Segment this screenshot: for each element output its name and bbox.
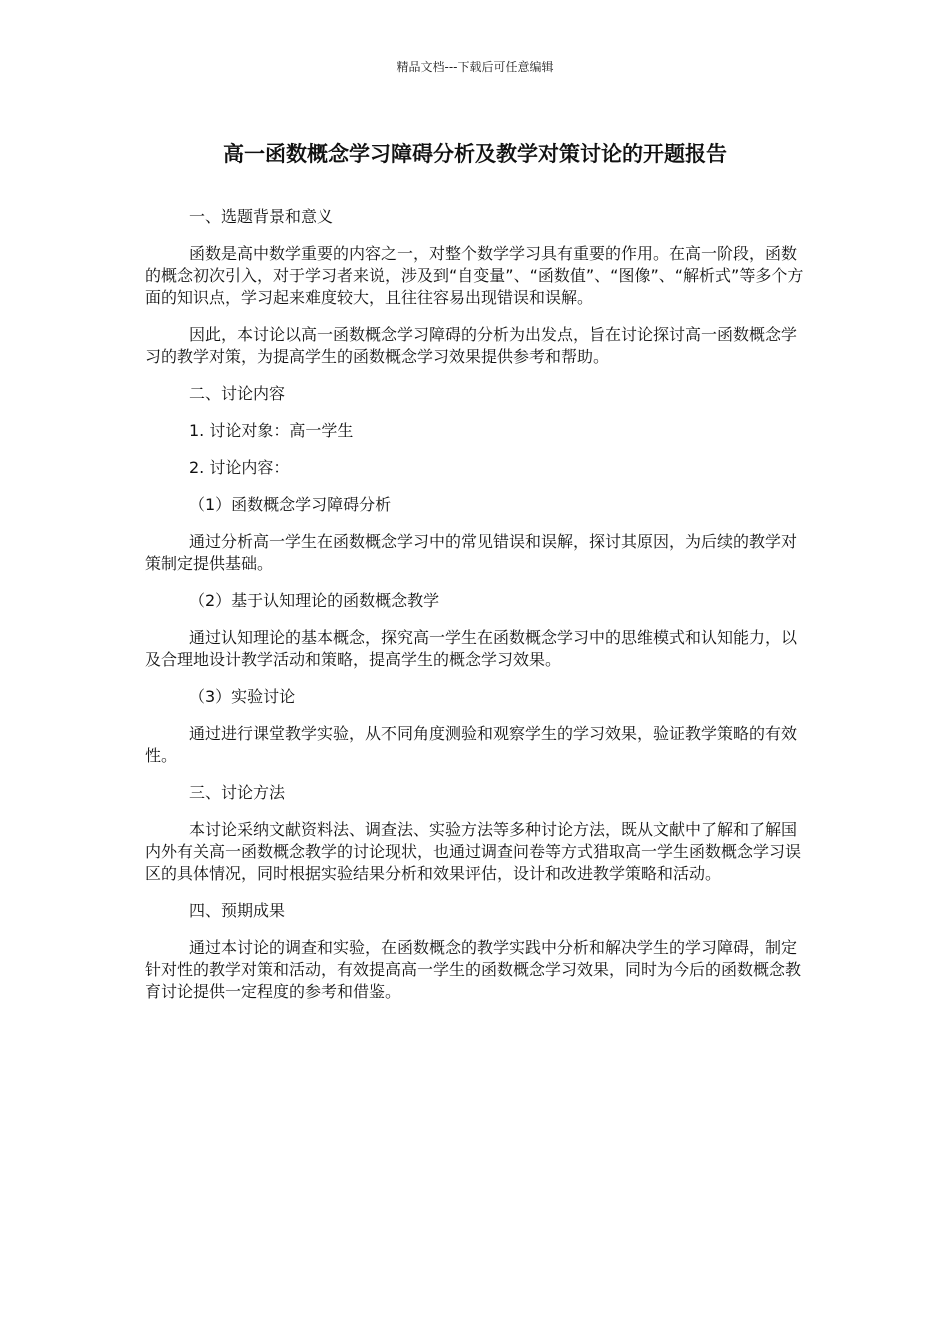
section-2-item-1: 1. 讨论对象：高一学生 [189,421,354,440]
subsection-1-title: （1）函数概念学习障碍分析 [189,495,392,514]
page-header-note: 精品文档---下载后可任意编辑 [396,60,554,74]
section-1-paragraph-1: 函数是高中数学重要的内容之一，对整个数学学习具有重要的作用。在高一阶段，函数的概念初次引入，对于学习者来说，涉及到“自变量”、“函数值”、“图像”、“解析式”等多个方面的知识点，学习起来难度较大，且往往容易出现错误和误解。 [145,244,804,307]
document-title: 高一函数概念学习障碍分析及教学对策讨论的开题报告 [223,142,727,166]
subsection-2-text: 通过认知理论的基本概念，探究高一学生在函数概念学习中的思维模式和认知能力，以及合理地设计教学活动和策略，提高学生的概念学习效果。 [145,628,798,669]
document-body [145,206,810,1018]
subsection-3-title: （3）实验讨论 [189,687,296,706]
section-3-heading: 三、讨论方法 [189,783,286,802]
section-4-heading: 四、预期成果 [189,901,286,920]
subsection-3-text: 通过进行课堂教学实验，从不同角度测验和观察学生的学习效果，验证教学策略的有效性。 [145,724,798,765]
subsection-2-title: （2）基于认知理论的函数概念教学 [189,591,440,610]
section-1-paragraph-2: 因此，本讨论以高一函数概念学习障碍的分析为出发点，旨在讨论探讨高一函数概念学习的教学对策，为提高学生的函数概念学习效果提供参考和帮助。 [145,325,798,366]
subsection-1-text: 通过分析高一学生在函数概念学习中的常见错误和误解，探讨其原因，为后续的教学对策制定提供基础。 [145,532,798,573]
section-2-item-2: 2. 讨论内容： [189,458,290,477]
section-4-paragraph: 通过本讨论的调查和实验，在函数概念的教学实践中分析和解决学生的学习障碍，制定针对性的教学对策和活动，有效提高高一学生的函数概念学习效果，同时为今后的函数概念教育讨论提供一定程度的参考和借鉴。 [145,938,802,1001]
section-2-heading: 二、讨论内容 [189,384,286,403]
section-1-heading: 一、选题背景和意义 [189,207,334,226]
section-3-paragraph: 本讨论采纳文献资料法、调查法、实验方法等多种讨论方法，既从文献中了解和了解国内外有关高一函数概念教学的讨论现状，也通过调查问卷等方式猎取高一学生函数概念学习误区的具体情况，同时根据实验结果分析和效果评估，设计和改进教学策略和活动。 [145,820,802,883]
